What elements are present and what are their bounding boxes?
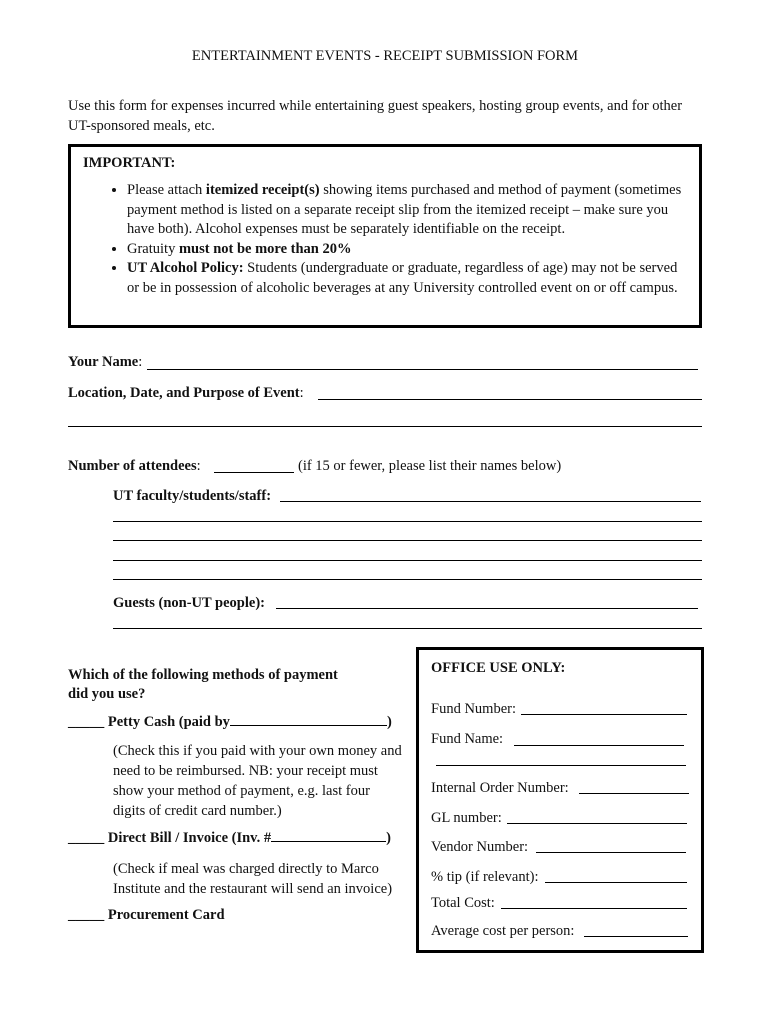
petty-cash-checkbox-blank[interactable]: _____ — [68, 714, 105, 730]
intro-text: Use this form for expenses incurred while entertaining guest speakers, hosting group events, and for other UT-sponsored meals, etc. — [68, 98, 683, 134]
guests-field[interactable] — [276, 608, 698, 609]
location-colon: : — [299, 385, 304, 401]
attendees-field[interactable] — [214, 472, 294, 473]
fund-name-field[interactable] — [514, 745, 684, 746]
location-field-line2[interactable] — [68, 426, 702, 427]
fund-name-label: Fund Name: — [431, 731, 504, 747]
location-label-text: Location, Date, and Purpose of Event — [68, 385, 300, 401]
total-cost-label: Total Cost: — [431, 895, 495, 911]
petty-cash-label: Petty Cash (paid by — [107, 714, 230, 730]
ut-people-label: UT faculty/students/staff: — [113, 488, 272, 504]
ut-people-field[interactable] — [280, 501, 701, 502]
total-cost-row — [431, 895, 495, 912]
direct-bill-close: ) — [386, 830, 391, 846]
gl-number-row — [431, 810, 502, 827]
gl-number-field[interactable] — [507, 823, 687, 824]
vendor-number-row — [431, 839, 528, 856]
your-name-colon: : — [138, 354, 143, 370]
fund-name-field-line2[interactable] — [436, 765, 686, 766]
office-heading: OFFICE USE ONLY: — [431, 660, 566, 676]
petty-cash-note: (Check this if you paid with your own money and need to be reimbursed. NB: your receipt must show your method of payment, e.g. last four digits of credit card number.) — [113, 743, 402, 819]
attendees-label — [68, 458, 201, 475]
bullet3-bold: UT Alcohol Policy: — [127, 260, 244, 277]
form-title: ENTERTAINMENT EVENTS - RECEIPT SUBMISSION FORM — [191, 48, 579, 64]
direct-bill-note: (Check if meal was charged directly to Marco Institute and the restaurant will send an invoice) — [113, 861, 393, 897]
internal-order-row — [431, 780, 569, 797]
petty-cash-close: ) — [386, 714, 392, 730]
direct-bill-checkbox-blank[interactable]: _____ — [68, 830, 105, 846]
important-list — [71, 181, 687, 299]
direct-bill-option[interactable] — [68, 829, 391, 847]
bullet1-text-end: showing items purchased and method of payment (sometimes payment method is listed on a separate receipt slip from the itemized receipt – make sure you have both). Alcohol expenses must be separately identifiable on the receipt. — [127, 182, 682, 238]
tip-field[interactable] — [545, 882, 687, 883]
bullet3-text: Students (undergraduate or graduate, regardless of age) may not be served or be in possession of alcoholic beverages at any University controlled event on or off campus. — [127, 260, 678, 296]
your-name-label — [68, 354, 142, 371]
ut-people-field-line4[interactable] — [113, 560, 702, 561]
direct-bill-invoice-field[interactable] — [271, 829, 386, 842]
gl-number-label: GL number: — [431, 810, 502, 826]
fund-number-field[interactable] — [521, 714, 687, 715]
ut-people-field-line5[interactable] — [113, 579, 702, 580]
bullet-gratuity — [127, 240, 687, 260]
bullet-itemized-receipts — [127, 181, 687, 240]
internal-order-field[interactable] — [579, 793, 689, 794]
avg-cost-label: Average cost per person: — [431, 923, 575, 939]
your-name-label-text: Your Name — [68, 354, 139, 370]
total-cost-field[interactable] — [501, 908, 687, 909]
bullet2-text: Gratuity — [127, 240, 179, 257]
bullet1-text: Please attach — [127, 182, 206, 198]
vendor-number-field[interactable] — [536, 852, 686, 853]
procurement-option[interactable] — [68, 907, 225, 924]
attendees-label-text: Number of attendees — [68, 458, 197, 474]
direct-bill-label: Direct Bill / Invoice (Inv. # — [107, 830, 272, 846]
important-heading: IMPORTANT: — [83, 155, 176, 171]
bullet-alcohol-policy — [127, 259, 687, 298]
procurement-label: Procurement Card — [107, 907, 225, 923]
guests-field-line2[interactable] — [113, 628, 702, 629]
vendor-number-label: Vendor Number: — [431, 839, 529, 855]
fund-name-row — [431, 731, 503, 748]
location-field[interactable] — [318, 399, 702, 400]
ut-people-field-line3[interactable] — [113, 540, 702, 541]
fund-number-label: Fund Number: — [431, 701, 516, 717]
office-use-box — [416, 647, 704, 953]
location-label — [68, 385, 304, 402]
tip-row — [431, 869, 539, 886]
tip-label: % tip (if relevant): — [431, 869, 539, 885]
bullet1-bold: itemized receipt(s) — [205, 182, 320, 198]
payment-question-line2: did you use? — [68, 686, 146, 702]
important-box — [68, 144, 702, 328]
petty-cash-paid-by-field[interactable] — [230, 713, 387, 726]
payment-question-line1: Which of the following methods of payment — [68, 667, 338, 683]
internal-order-label: Internal Order Number: — [431, 780, 569, 796]
petty-cash-option[interactable] — [68, 713, 392, 731]
ut-people-field-line2[interactable] — [113, 521, 702, 522]
bullet2-bold: must not be more than 20% — [178, 240, 352, 257]
attendees-colon: : — [196, 458, 201, 474]
procurement-checkbox-blank[interactable]: _____ — [68, 907, 105, 923]
attendees-note: (if 15 or fewer, please list their names below) — [298, 458, 562, 474]
your-name-field[interactable] — [147, 369, 698, 370]
avg-cost-row — [431, 923, 574, 940]
avg-cost-field[interactable] — [584, 936, 688, 937]
guests-label: Guests (non-UT people): — [113, 595, 265, 611]
fund-number-row — [431, 701, 516, 718]
